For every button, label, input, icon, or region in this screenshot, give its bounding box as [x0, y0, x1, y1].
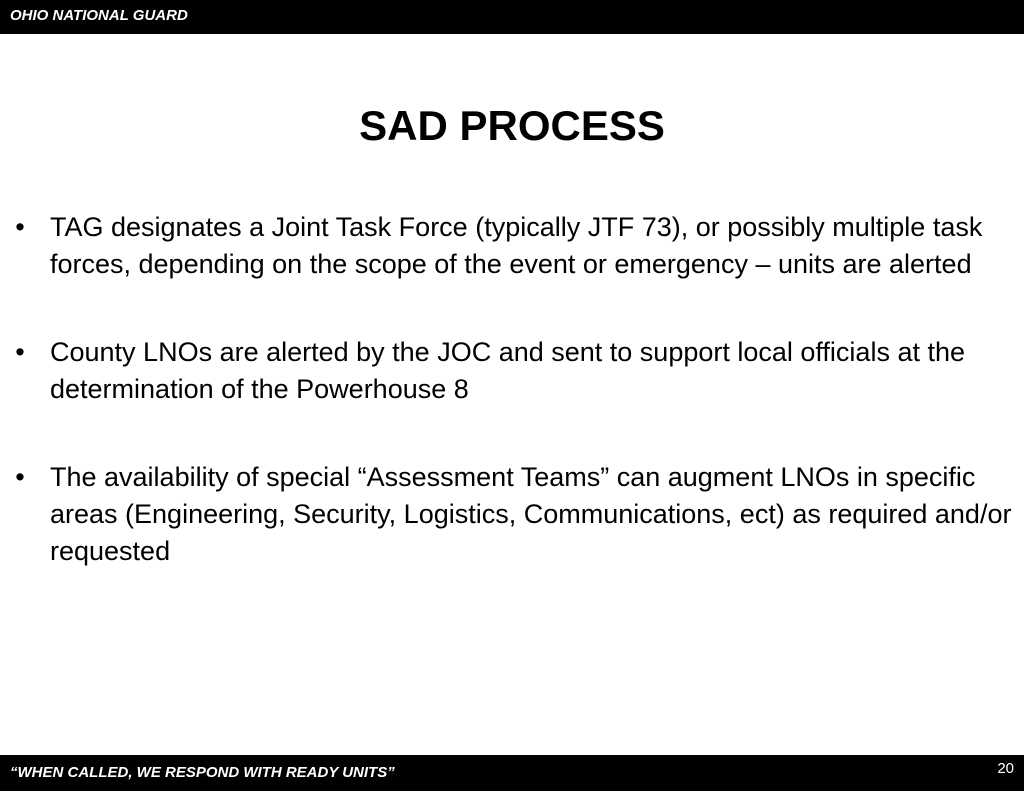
slide-title: SAD PROCESS [359, 102, 665, 149]
bullet-text: TAG designates a Joint Task Force (typically JTF 73), or possibly multiple task forces, depending on the scope of the event or emergency – units are alerted [50, 212, 983, 279]
header-bar [0, 0, 1024, 34]
bullet-item-1 [0, 209, 1024, 283]
bullet-item-2 [0, 334, 1024, 408]
page-number: 20 [997, 760, 1014, 777]
footer-motto: “WHEN CALLED, WE RESPOND WITH READY UNITS” [10, 764, 395, 781]
bullet-text: The availability of special “Assessment Teams” can augment LNOs in specific areas (Engineering, Security, Logistics, Communications, ect) as required and/or requested [50, 462, 1012, 566]
bullet-text: County LNOs are alerted by the JOC and sent to support local officials at the determination of the Powerhouse 8 [50, 337, 965, 404]
bullet-item-3 [0, 459, 1024, 570]
bullet-list [0, 209, 1024, 621]
bullet-marker: • [15, 212, 25, 242]
bullet-marker: • [15, 337, 25, 367]
bullet-marker: • [15, 462, 25, 492]
organization-label: OHIO NATIONAL GUARD [10, 7, 188, 24]
footer-bar [0, 755, 1024, 791]
